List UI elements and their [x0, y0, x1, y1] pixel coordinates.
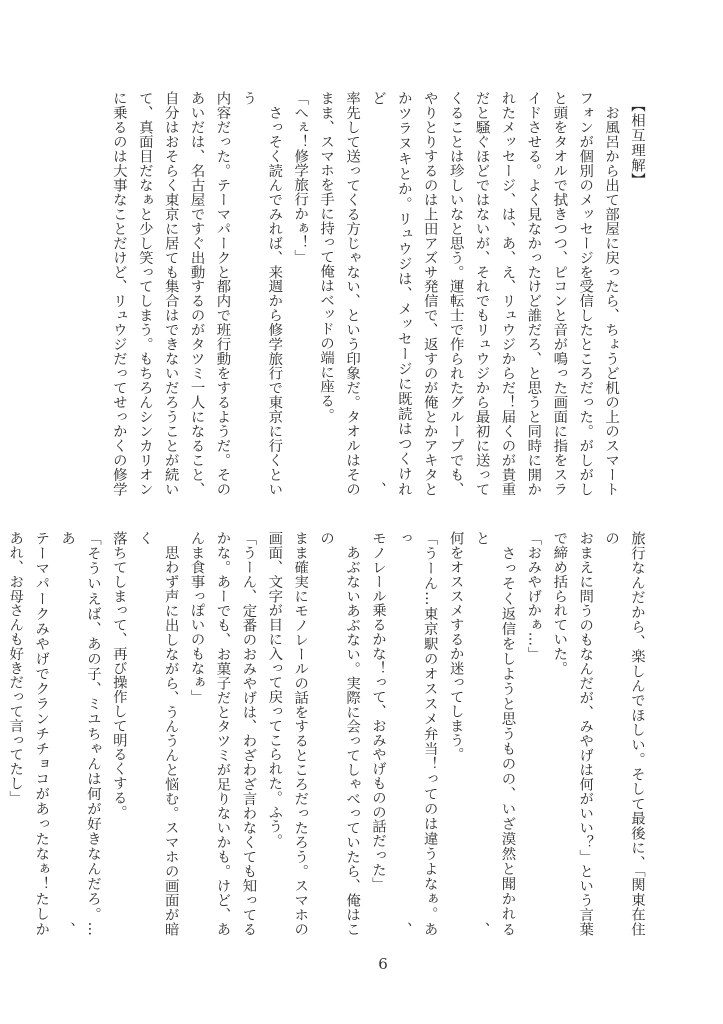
- text-line: [0, 531, 1, 936]
- text-line: 「うーん…東京駅のオススメ弁当！ってのは違うよなぁ。あっ、: [395, 531, 438, 936]
- text-line: んま食事っぽいのもなぁ」: [188, 531, 205, 704]
- text-line: だと騒ぐほどではないが、それでもリュウジから最初に送って: [473, 91, 490, 496]
- text-line: まま、スマホを手に持って俺はベッドの端に座る。: [318, 91, 335, 423]
- text-line: くることは珍しいなと思う。運転士で作られたグループでも、: [447, 91, 464, 496]
- text-line: かツラヌキとか。リュウジは、メッセージに既読はつくけれど、: [369, 91, 412, 496]
- text-line: 内容だった。テーマパークと都内で班行動をするようだ。その: [214, 91, 231, 496]
- text-line: モノレール乗るかな！って、おみやげものの話だった」: [369, 531, 386, 891]
- text-line: やりとりするのは上田アズサ発信で、返すのが俺とかアキタと: [421, 91, 438, 496]
- text-line: れたメッセージ、は、あ、え、リュウジからだ！届くのが貴重: [499, 91, 516, 496]
- text-line: さっそく返信をしようと思うものの、いざ漠然と聞かれると、: [473, 531, 516, 936]
- text-line: 「うーん、定番のおみやげは、わざわざ言わなくても知ってる: [240, 531, 257, 936]
- page-number: 6: [378, 955, 388, 973]
- text-line: まま確実にモノレールの話をするところだったろう。スマホの: [292, 531, 309, 936]
- text-line: 「そういえば、あの子、ミユちゃんは何が好きなんだろ。…あ、: [59, 531, 101, 936]
- text-line: て、真面目だなぁと少し笑ってしまう。もちろんシンカリオン: [136, 91, 153, 496]
- text-block-bottom: [7, 531, 649, 936]
- text-line: 思わず声に出しながら、うんうんと悩む。スマホの画面が暗く: [136, 531, 179, 936]
- text-block-top: [110, 91, 649, 496]
- text-line: さっそく読んでみれば、来週から修学旅行で東京に行くという: [240, 91, 283, 496]
- text-line: 「へぇ！修学旅行かぁ！」: [292, 91, 309, 264]
- text-line: 率先して送ってくる方じゃない、という印象だ。タオルはその: [344, 91, 361, 496]
- text-line: あれ、お母さんも好きだって言ってたし」: [7, 531, 24, 805]
- text-line: あいだは、名古屋ですぐ出動するのがタツミ一人になること、: [188, 91, 205, 496]
- text-line: で締め括られていた。: [551, 531, 568, 675]
- text-line: に乗るのは大事なことだけど、リュウジだってせっかくの修学: [110, 91, 127, 496]
- text-line: と頭をタオルで拭きつつ、ピコンと音が鳴った画面に指をスラ: [551, 91, 568, 496]
- text-line: あぶないあぶない。実際に会ってしゃべっていたら、俺はこの: [318, 531, 361, 936]
- text-line: 旅行なんだから、楽しんでほしい。そして最後に、「関東在住の: [603, 531, 645, 936]
- text-line: テーマパークみやげでクランチチョコがあったなぁ！たしか: [33, 531, 50, 936]
- text-line: おまえに問うのもなんだが、みやげは何がいい？」という言葉: [577, 531, 594, 936]
- text-line: 自分はおそらく東京に居ても集合はできないだろうことが続い: [162, 91, 179, 496]
- text-line: お風呂から出て部屋に戻ったら、ちょうど机の上のスマート: [603, 91, 620, 496]
- text-line: イドさせる。よく見なかったけど誰だろ、と思うと同時に開か: [525, 91, 542, 496]
- text-line: かな。あーでも、お菓子だとタツミが足りないかも。けど、あ: [214, 531, 231, 936]
- text-line: 落ちてしまって、再び操作して明るくする。: [110, 531, 127, 819]
- text-line: 「おみやげかぁ…」: [525, 531, 542, 661]
- text-line: フォンが個別のメッセージを受信したところだった。がしがし: [577, 91, 594, 496]
- section-title: 【相互理解】: [629, 98, 645, 188]
- text-line: 何をオススメするか迷ってしまう。: [447, 531, 464, 762]
- text-line: 画面、文字が目に入って戻ってこられた。ふう。: [266, 531, 283, 848]
